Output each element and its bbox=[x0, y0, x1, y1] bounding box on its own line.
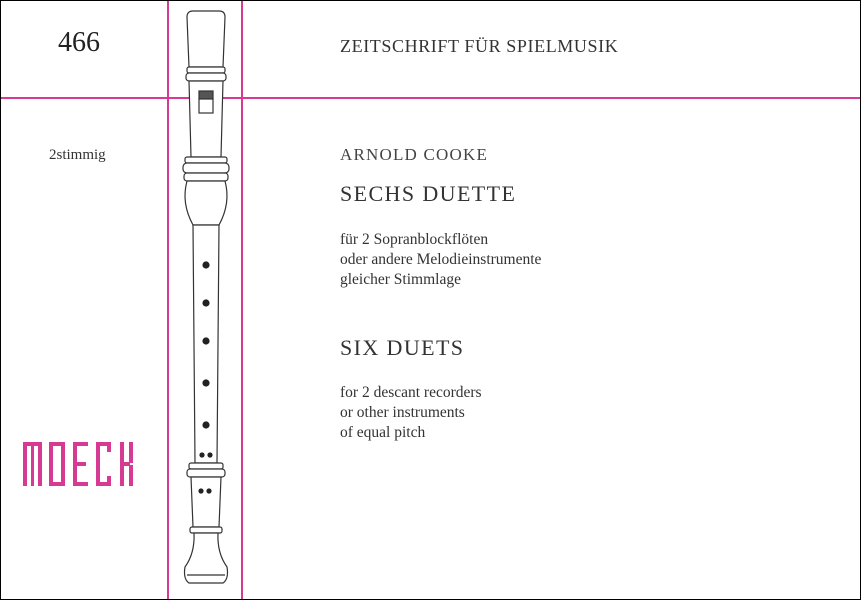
voices-label: 2stimmig bbox=[49, 147, 106, 163]
description-line: of equal pitch bbox=[340, 424, 426, 441]
moeck-logo bbox=[23, 438, 141, 488]
description-line: gleicher Stimmlage bbox=[340, 271, 461, 288]
description-line: für 2 Sopranblockflöten bbox=[340, 231, 489, 248]
title-english: SIX DUETS bbox=[340, 335, 465, 360]
divider-line bbox=[241, 1, 243, 599]
title-german: SECHS DUETTE bbox=[340, 181, 517, 206]
description-german bbox=[340, 230, 541, 290]
description-line: for 2 descant recorders bbox=[340, 384, 482, 401]
edition-number: 466 bbox=[58, 27, 100, 58]
recorder-icon bbox=[171, 7, 241, 593]
description-english bbox=[340, 383, 482, 443]
series-title: ZEITSCHRIFT FÜR SPIELMUSIK bbox=[340, 36, 619, 56]
divider-line bbox=[1, 97, 860, 99]
description-line: oder andere Melodieinstrumente bbox=[340, 251, 542, 268]
divider-line bbox=[167, 1, 169, 599]
description-line: or other instruments bbox=[340, 404, 465, 421]
composer-name: ARNOLD COOKE bbox=[340, 145, 489, 164]
